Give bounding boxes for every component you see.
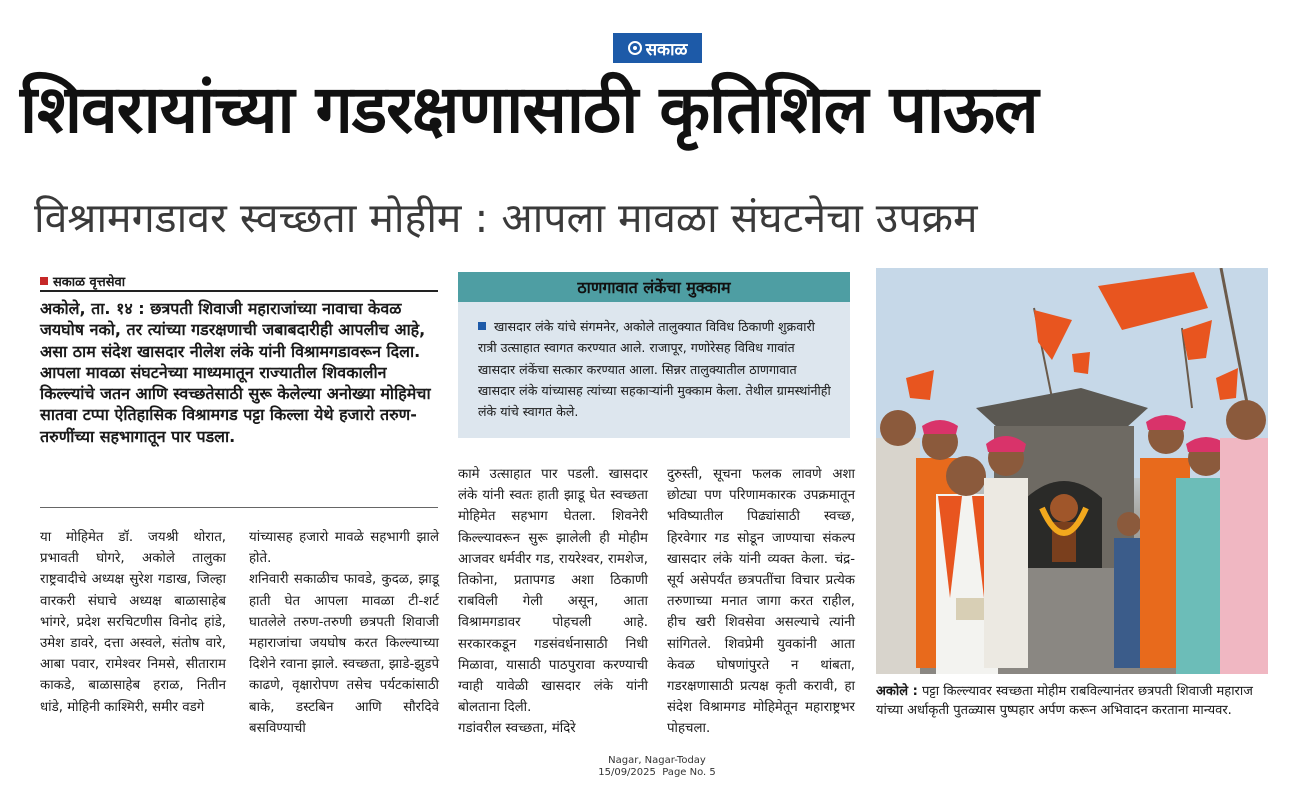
- logo-emblem-icon: [628, 41, 642, 55]
- photo-caption: [876, 682, 1268, 720]
- lead-paragraph: अकोले, ता. १४ : छत्रपती शिवाजी महाराजांच्या नावाचा केवळ जयघोष नको, तर त्यांच्या गडरक्षणाची जबाबदारीही आपलीच आहे, असा ठाम संदेश खासदार नीलेश लंके यांनी विश्रामगडावरून दिला. आपला मावळा संघटनेच्या माध्यमातून राज्यातील शिवकालीन किल्ल्यांचे जतन आणि स्वच्छतेसाठी सुरू केलेल्या अनोख्या मोहिमेचा सातवा टप्पा ऐतिहासिक विश्रामगड पट्टा किल्ला येथे हजारो तरुण-तरुणींच्या सहभागातून पार पडला.: [40, 299, 431, 446]
- article-column-4: दुरुस्ती, सूचना फलक लावणे अशा छोट्या पण परिणामकारक उपक्रमातून भविष्यातील पिढ्यांसाठी स्वच्छ, हिरवेगार गड सोडून जाण्याचा संकल्प खासदार लंके यांनी व्यक्त केला. चंद्र-सूर्य असेपर्यंत छत्रपतींचा विचार प्रत्येक तरुणाच्या मनात जागा करत राहील, हीच खरी शिवसेवा असल्याचे त्यांनी सांगितले. शिवप्रेमी युवकांनी आता केवळ घोषणांपुरते न थांबता, गडरक्षणासाठी प्रत्यक्ष कृती करावी, हा संदेश विश्रामगड मोहिमेतून महाराष्ट्रभर पोहचला.: [667, 467, 855, 737]
- footer-edition: Nagar, Nagar-Today: [608, 755, 706, 766]
- news-photo: [876, 268, 1268, 674]
- sidebox-text: खासदार लंके यांचे संगमनेर, अकोले तालुक्यात विविध ठिकाणी शुक्रवारी रात्री उत्साहात स्वागत करण्यात आले. राजापूर, गणोरेसह विविध गावांत खासदार लंकेंचा सत्कार करण्यात आला. सिन्नर तालुक्यातील ठाणगावात खासदार लंके यांच्यासह त्यांच्या सहकाऱ्यांनी मुक्काम केला. तेथील ग्रामस्थांनीही लंके यांचे स्वागत केले.: [478, 319, 831, 420]
- caption-place: अकोले :: [876, 684, 918, 699]
- divider: [40, 290, 438, 292]
- byline: [40, 272, 125, 290]
- newspaper-logo: [613, 33, 702, 63]
- photo-illustration: [876, 268, 1268, 674]
- subheadline: विश्रामगडावर स्वच्छता मोहीम : आपला मावळा संघटनेचा उपक्रम: [34, 194, 978, 242]
- caption-text: पट्टा किल्ल्यावर स्वच्छता मोहीम राबविल्यानंतर छत्रपती शिवाजी महाराज यांच्या अर्धाकृती पुतळ्यास पुष्पहार अर्पण करून अभिवादन करताना मान्यवर.: [876, 684, 1253, 718]
- byline-text: सकाळ वृत्तसेवा: [53, 275, 126, 290]
- article-column-3: कामे उत्साहात पार पडली. खासदार लंके यांनी स्वतः हाती झाडू घेत स्वच्छता मोहिमेत सहभाग घेतला. शिवनेरी किल्ल्यावरून सुरू झालेली ही मोहीम आजवर धर्मवीर गड, रायरेश्वर, रामशेज, तिकोना, प्रतापगड अशा ठिकाणी राबविली गेली असून, आता विश्रामगडावर पोहचली आहे. सरकारकडून गडसंवर्धनासाठी निधी मिळावा, यासाठी पाठपुरावा करण्याची ग्वाही यावेळी खासदार लंके यांनी बोलताना दिली. गडांवरील स्वच्छता, मंदिरे: [458, 467, 648, 737]
- byline-marker-icon: [40, 277, 48, 285]
- headline: शिवरायांच्या गडरक्षणासाठी कृतिशिल पाऊल: [20, 71, 1038, 148]
- logo-text: सकाळ: [645, 39, 688, 60]
- footer-date-page: 15/09/2025 Page No. 5: [598, 767, 716, 778]
- article-column-2: यांच्यासह हजारो मावळे सहभागी झाले होते. शनिवारी सकाळीच फावडे, कुदळ, झाडू हाती घेत आपला मावळा टी-शर्ट घातलेले तरुण-तरुणी छत्रपती शिवाजी महाराजांचा जयघोष करत किल्ल्याच्या दिशेने रवाना झाले. स्वच्छता, झाडे-झुडपे काढणे, वृक्षारोपण तसेच पर्यटकांसाठी बाके, डस्टबिन आणि सौरदिवे बसविण्याची: [249, 530, 439, 736]
- sidebox-title: ठाणगावात लंकेंचा मुक्काम: [458, 272, 850, 302]
- divider: [40, 507, 438, 508]
- article-column-1: या मोहिमेत डॉ. जयश्री थोरात, प्रभावती घोगरे, अकोले तालुका राष्ट्रवादीचे अध्यक्ष सुरेश गडाख, जिल्हा वारकरी संघाचे अध्यक्ष बाळासाहेब भांगरे, प्रदेश सरचिटणीस विनोद हांडे, उमेश डावरे, दत्ता अस्वले, संतोष वारे, आबा पवार, रामेश्वर निमसे, सीताराम काकडे, बाळासाहेब हराळ, नितीन धांडे, मोहिनी काश्मिरी, समीर वडगे: [40, 530, 226, 715]
- page-footer: [560, 755, 754, 779]
